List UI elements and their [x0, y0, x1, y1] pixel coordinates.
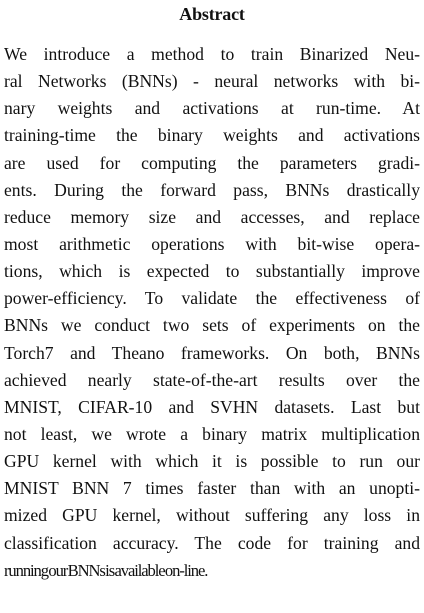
abstract-line: achieved nearly state-of-the-art results over the	[4, 369, 420, 390]
abstract-line: GPU kernel with which it is possible to run our	[4, 451, 420, 472]
abstract-line: not least, we wrote a binary matrix multiplication	[4, 423, 420, 444]
abstract-line: MNIST BNN 7 times faster than with an unopti-	[4, 478, 420, 499]
abstract-line: reduce memory size and accesses, and replace	[4, 206, 420, 227]
abstract-line: Torch7 and Theano frameworks. On both, BNNs	[4, 342, 420, 363]
abstract-line: BNNs we conduct two sets of experiments on the	[4, 315, 420, 336]
abstract-body	[4, 41, 420, 584]
abstract-line: MNIST, CIFAR-10 and SVHN datasets. Last but	[4, 396, 420, 417]
abstract-line-last: running our BNNs is available on-line.	[4, 560, 208, 580]
abstract-line: ral Networks (BNNs) - neural networks with bi-	[4, 71, 420, 92]
abstract-line: mized GPU kernel, without suffering any loss in	[4, 505, 420, 526]
abstract-line: are used for computing the parameters gradi-	[4, 152, 420, 173]
abstract-line: most arithmetic operations with bit-wise opera-	[4, 233, 420, 254]
abstract-line: tions, which is expected to substantially improve	[4, 261, 420, 282]
abstract-line: nary weights and activations at run-time. At	[4, 98, 420, 119]
abstract-line: classification accuracy. The code for training and	[4, 532, 420, 553]
abstract-heading: Abstract	[179, 4, 245, 24]
abstract-line: power-efficiency. To validate the effectiveness of	[4, 288, 420, 309]
abstract-line: ents. During the forward pass, BNNs drastically	[4, 179, 420, 200]
abstract-line: training-time the binary weights and activations	[4, 125, 420, 146]
abstract-line: We introduce a method to train Binarized Neu-	[4, 44, 420, 64]
